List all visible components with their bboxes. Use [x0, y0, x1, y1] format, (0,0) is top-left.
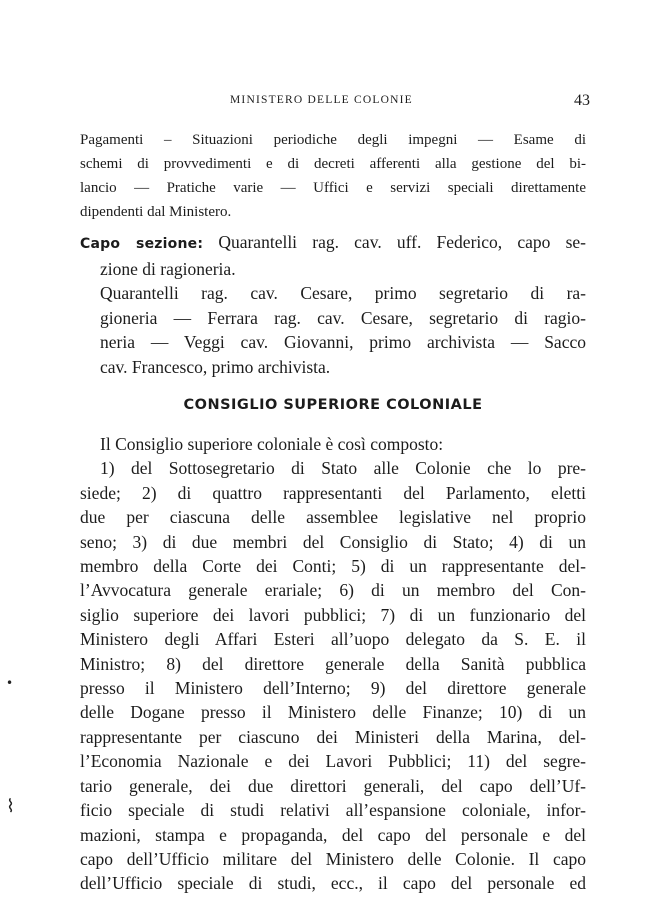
text-line: cav. Francesco, primo archivista.: [100, 356, 331, 377]
capo-first-line-text: Quarantelli rag. cav. uff. Federico, capo se-: [218, 232, 586, 252]
text-line: neria — Veggi cav. Giovanni, primo archivista — Sacco: [100, 332, 586, 352]
text-line: 1) del Sottosegretario di Stato alle Colonie che lo pre-: [100, 458, 586, 479]
margin-dot-mark: •: [6, 676, 14, 690]
text-line: Ministero degli Affari Esteri all’uopo delegato da S. E. il: [80, 629, 586, 650]
text-line: Quarantelli rag. cav. Cesare, primo segretario di ra-: [100, 283, 586, 303]
text-line: rappresentante per ciascuno dei Ministeri della Marina, del-: [80, 726, 586, 747]
text-line: lancio — Pratiche varie — Uffici e servizi speciali direttamente: [80, 180, 586, 196]
text-line: Il Consiglio superiore coloniale è così composto:: [100, 434, 444, 454]
text-line: mazioni, stampa e propaganda, del capo del personale e del: [80, 824, 586, 845]
text-line: capo dell’Ufficio militare del Ministero delle Colonie. Il capo: [80, 848, 586, 869]
text-line: schemi di provvedimenti e di decreti afferenti alla gestione del bi-: [80, 156, 586, 172]
section-body: [80, 432, 586, 896]
text-line: siede; 2) di quattro rappresentanti del Parlamento, eletti: [80, 482, 586, 503]
capo-sezione-paragraph: [80, 230, 586, 379]
intro-paragraph: [80, 128, 586, 224]
capo-first-line: [80, 230, 586, 257]
page-number: 43: [574, 92, 590, 109]
text-line: due per ciascuna delle assemblee legislative nel proprio: [80, 507, 586, 528]
running-title: MINISTERO DELLE COLONIE: [230, 94, 413, 106]
running-head: [80, 92, 600, 114]
text-line: l’Avvocatura generale erariale; 6) di un membro del Con-: [80, 580, 586, 601]
section-heading: CONSIGLIO SUPERIORE COLONIALE: [183, 397, 483, 413]
text-line: tario generale, dei due direttori generali, del capo dell’Uf-: [80, 775, 586, 796]
text-line: ficio speciale di studi relativi all’espansione coloniale, infor-: [80, 800, 586, 821]
margin-stroke-mark: ⌇: [6, 796, 15, 817]
text-line: dell’Ufficio speciale di studi, ecc., il capo del personale ed: [80, 873, 586, 894]
text-line: gioneria — Ferrara rag. cav. Cesare, segretario di ragio-: [100, 307, 586, 328]
text-line: siglio superiore dei lavori pubblici; 7) di un funzionario del: [80, 604, 586, 625]
capo-sezione-label: Capo sezione:: [80, 236, 204, 252]
text-line: delle Dogane presso il Ministero delle Finanze; 10) di un: [80, 702, 586, 723]
text-line: Pagamenti – Situazioni periodiche degli impegni — Esame di: [80, 132, 586, 148]
text-line: zione di ragioneria.: [100, 258, 236, 279]
text-line: l’Economia Nazionale e dei Lavori Pubblici; 11) del segre-: [80, 751, 586, 772]
text-line: seno; 3) di due membri del Consiglio di Stato; 4) di un: [80, 531, 586, 552]
text-line: presso il Ministero dell’Interno; 9) del direttore generale: [80, 678, 586, 699]
text-line: Ministro; 8) del direttore generale della Sanità pubblica: [80, 653, 586, 674]
text-line: membro della Corte dei Conti; 5) di un rappresentante del-: [80, 556, 586, 577]
text-line: dipendenti dal Ministero.: [80, 204, 232, 220]
